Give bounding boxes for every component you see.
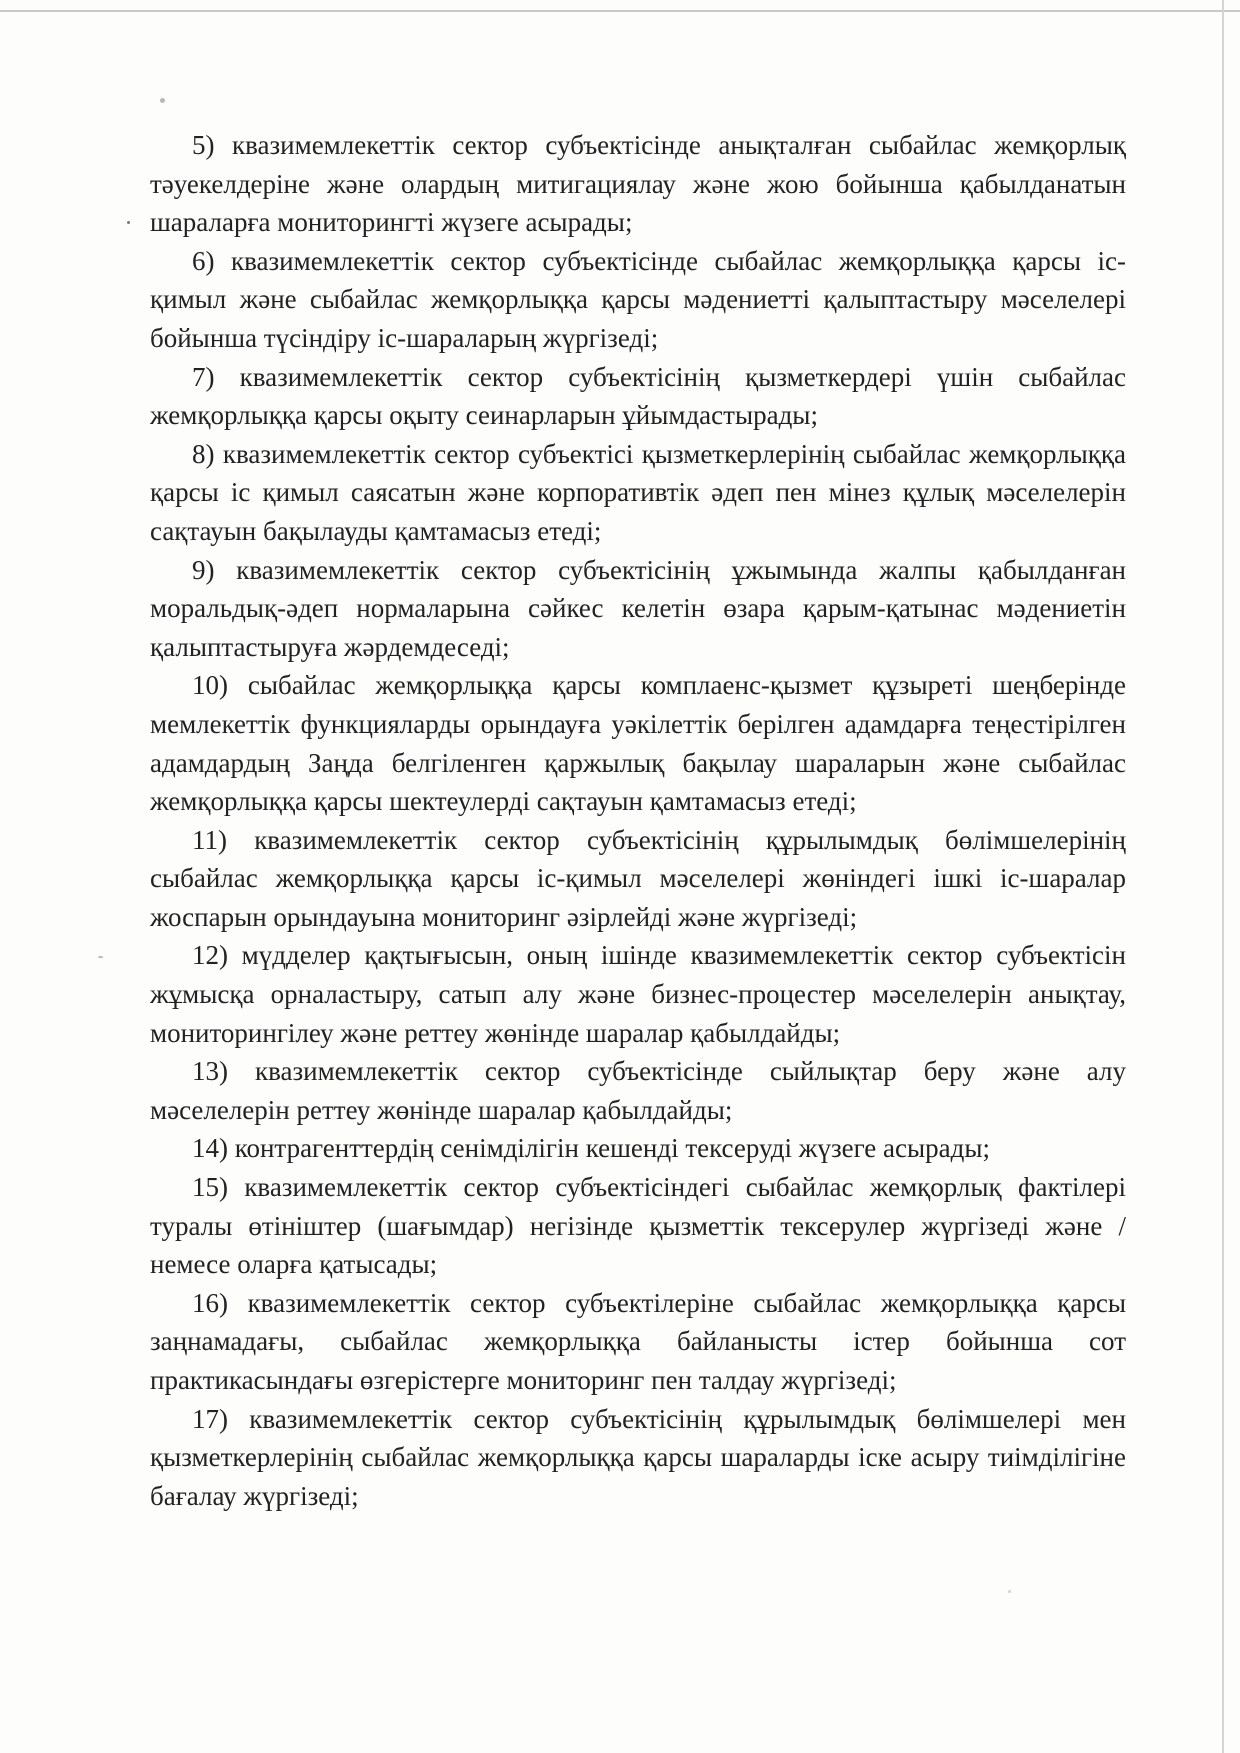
scan-edge-right <box>1222 0 1224 1753</box>
list-item: 17) квазимемлекеттік сектор субъектісінің құрылымдық бөлімшелері мен қызметкерлерінің сыбайлас жемқорлыққа қарсы шараларды іске асыру тиімділігіне бағалау жүргізеді; <box>150 1403 1126 1511</box>
list-item: 15) квазимемлекеттік сектор субъектісіндегі сыбайлас жемқорлық фактілері туралы өтініштер (шағымдар) негізінде қызметтік тексерулер жүргізеді және / немесе оларға қатысады; <box>150 1172 1126 1280</box>
list-item: 10) сыбайлас жемқорлыққа қарсы комплаенс-қызмет құзыреті шеңберінде мемлекеттік функцияларды орындауға уәкілеттік берілген адамдарға теңестірілген адамдардың Заңда белгіленген қаржылық бақылау шараларын және сыбайлас жемқорлыққа қарсы шектеулерді сақтауын қамтамасыз етеді; <box>150 670 1126 817</box>
scan-speck <box>1008 1590 1011 1593</box>
list-item: 7) квазимемлекеттік сектор субъектісінің қызметкердері үшін сыбайлас жемқорлыққа қарсы оқыту сеинарларын ұйымдастырады; <box>150 361 1126 431</box>
list-item: 16) квазимемлекеттік сектор субъектілеріне сыбайлас жемқорлыққа қарсы заңнамадағы, сыбайлас жемқорлыққа байланысты істер бойынша сот практикасындағы өзгерістерге мониторинг пен талдау жүргізеді; <box>150 1287 1126 1395</box>
list-item: 5) квазимемлекеттік сектор субъектісінде анықталған сыбайлас жемқорлық тәуекелдеріне және олардың митигациялау және жою бойынша қабылданатын шараларға мониторингті жүзеге асырады; <box>150 130 1126 238</box>
list-item: 8) квазимемлекеттік сектор субъектісі қызметкерлерінің сыбайлас жемқорлыққа қарсы іс қимыл саясатын және корпоративтік әдеп пен мінез құлық мәселелерін сақтауын бақылауды қамтамасыз етеді; <box>150 438 1126 546</box>
list-item: 6) квазимемлекеттік сектор субъектісінде сыбайлас жемқорлыққа қарсы іс-қимыл және сыбайлас жемқорлыққа қарсы мәдениетті қалыптастыру мәселелері бойынша түсіндіру іс-шараларың жүргізеді; <box>150 245 1126 353</box>
document-body <box>150 126 1126 1515</box>
list-item: 11) квазимемлекеттік сектор субъектісінің құрылымдық бөлімшелерінің сыбайлас жемқорлыққа қарсы іс-қимыл мәселелері жөніндегі ішкі іс-шаралар жоспарын орындауына мониторинг әзірлейді және жүргізеді; <box>150 824 1126 932</box>
scan-speck <box>98 956 103 958</box>
list-item: 9) квазимемлекеттік сектор субъектісінің ұжымында жалпы қабылданған моральдық-әдеп нормаларына сәйкес келетін өзара қарым-қатынас мәдениетін қалыптастыруға жәрдемдеседі; <box>150 554 1126 662</box>
list-item: 12) мүдделер қақтығысын, оның ішінде квазимемлекеттік сектор субъектісін жұмысқа орналастыру, сатып алу және бизнес-процестер мәселелерін анықтау, мониторингілеу және реттеу жөнінде шаралар қабылдайды; <box>150 940 1126 1048</box>
list-item: 14) контрагенттердің сенімділігін кешенді тексеруді жүзеге асырады; <box>192 1133 991 1164</box>
list-item: 13) квазимемлекеттік сектор субъектісінде сыйлықтар беру және алу мәселелерін реттеу жөнінде шаралар қабылдайды; <box>150 1056 1126 1125</box>
scan-speck <box>160 98 165 103</box>
scan-edge-top <box>0 10 1240 12</box>
scan-speck <box>127 221 130 224</box>
